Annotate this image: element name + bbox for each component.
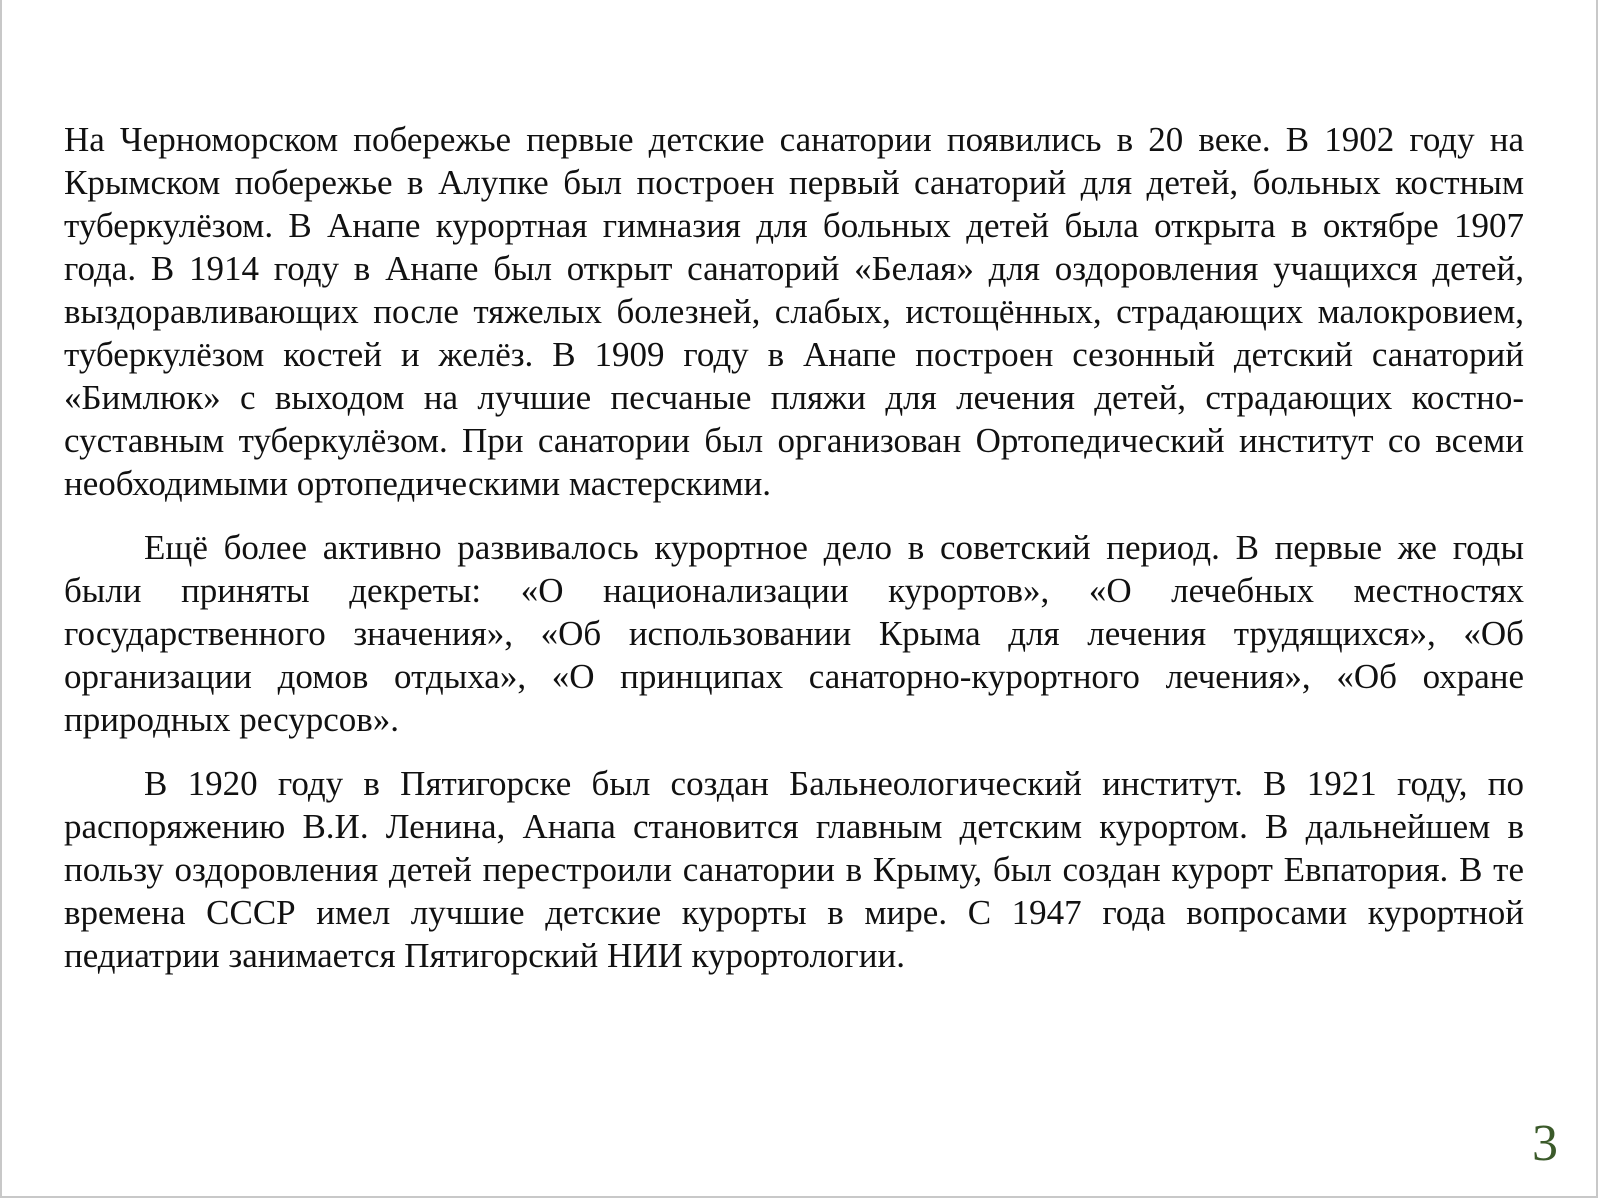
paragraph-1: На Черноморском побережье первые детские санатории появились в 20 веке. В 1902 году на Крымском побережье в Алупке был построен первый санаторий для детей, больных костным туберкулёзом. В Анапе курортная гимназия для больных детей была открыта в октябре 1907 года. В 1914 году в Анапе был открыт санаторий «Белая» для оздоровления учащихся детей, выздоравливающих после тяжелых болезней, слабых, истощённых, страдающих малокровием, туберкулёзом костей и желёз. В 1909 году в Анапе построен сезонный детский санаторий «Бимлюк» с выходом на лучшие песчаные пляжи для лечения детей, страдающих костно-суставным туберкулёзом. При санатории был организован Ортопедический институт со всеми необходимыми ортопедическими мастерскими. [64,120,1524,503]
document-body [64,118,1524,998]
page-number: 3 [1532,1115,1558,1172]
paragraph-3: В 1920 году в Пятигорске был создан Бальнеологический институт. В 1921 году, по распоряжению В.И. Ленина, Анапа становится главным детским курортом. В дальнейшем в пользу оздоровления детей перестроили санатории в Крыму, был создан курорт Евпатория. В те времена СССР имел лучшие детские курорты в мире. С 1947 года вопросами курортной педиатрии занимается Пятигорский НИИ курортологии. [64,764,1524,975]
paragraph-2: Ещё более активно развивалось курортное дело в советский период. В первые же годы были приняты декреты: «О национализации курортов», «О лечебных местностях государственного значения», «Об использовании Крыма для лечения трудящихся», «Об организации домов отдыха», «О принципах санаторно-курортного лечения», «Об охране природных ресурсов». [64,528,1524,739]
